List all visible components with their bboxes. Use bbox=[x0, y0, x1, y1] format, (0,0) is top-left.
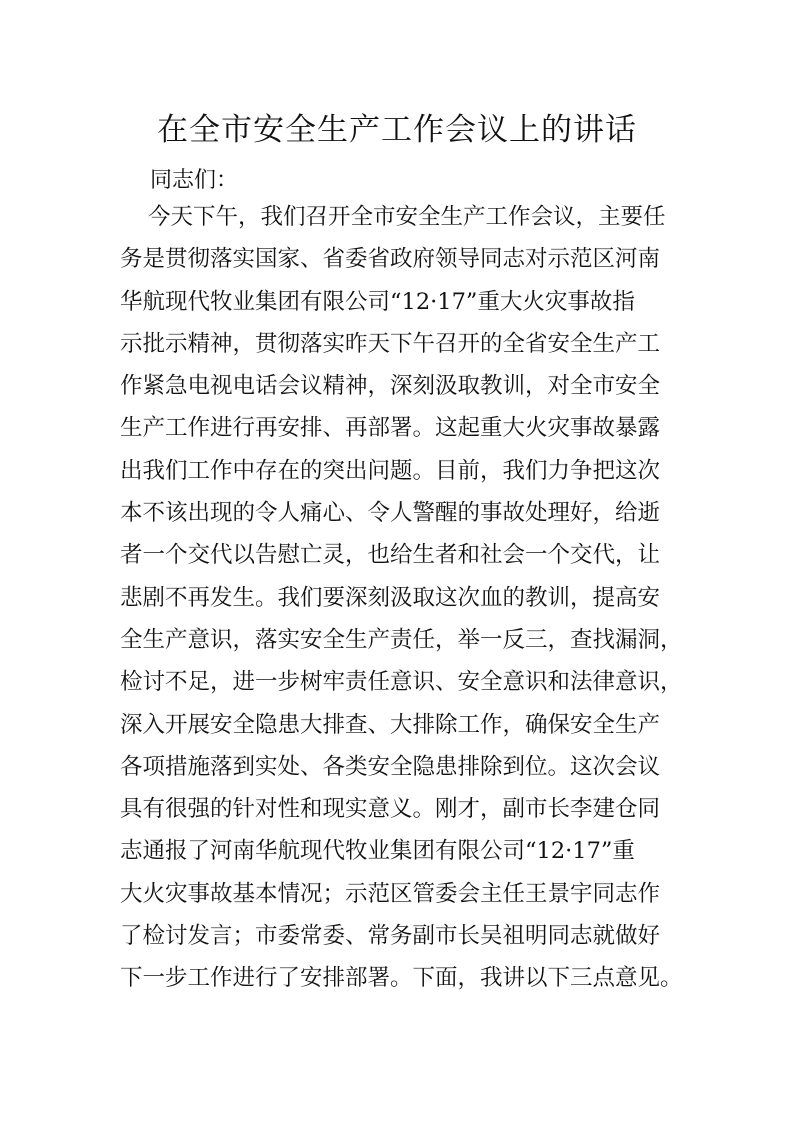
text-line: 检讨不足，进一步树牢责任意识、安全意识和法律意识， bbox=[120, 669, 683, 696]
text-line: 示批示精神，贯彻落实昨天下午召开的全省安全生产工 bbox=[120, 330, 661, 357]
text-line: 全生产意识，落实安全生产责任，举一反三，查找漏洞， bbox=[120, 626, 683, 653]
text-line: 生产工作进行再安排、再部署。这起重大火灾事故暴露 bbox=[120, 415, 661, 442]
text-line: 作紧急电视电话会议精神，深刻汲取教训，对全市安全 bbox=[120, 373, 661, 400]
text-line: 深入开展安全隐患大排查、大排除工作，确保安全生产 bbox=[120, 711, 661, 738]
text-line: 今天下午，我们召开全市安全生产工作会议，主要任 bbox=[148, 204, 666, 230]
text-line: 大火灾事故基本情况；示范区管委会主任王景宇同志作 bbox=[120, 880, 661, 907]
text-line: 具有很强的针对性和现实意义。刚才，副市长李建仓同 bbox=[120, 796, 661, 823]
document-title: 在全市安全生产工作会议上的讲话 bbox=[157, 112, 637, 148]
text-line: 悲剧不再发生。我们要深刻汲取这次血的教训，提高安 bbox=[120, 584, 661, 611]
text-line: 下一步工作进行了安排部署。下面，我讲以下三点意见。 bbox=[120, 965, 683, 992]
text-line: 务是贯彻落实国家、省委省政府领导同志对示范区河南 bbox=[120, 246, 661, 273]
text-line: 出我们工作中存在的突出问题。目前，我们力争把这次 bbox=[120, 457, 661, 484]
body-paragraph bbox=[120, 196, 683, 1000]
text-line: 了检讨发言；市委常委、常务副市长吴祖明同志就做好 bbox=[120, 923, 661, 950]
text-line: 各项措施落到实处、各类安全隐患排除到位。这次会议 bbox=[120, 753, 661, 780]
text-line: 本不该出现的令人痛心、令人警醒的事故处理好，给逝 bbox=[120, 500, 661, 527]
salutation: 同志们： bbox=[150, 168, 239, 193]
text-line: 志通报了河南华航现代牧业集团有限公司“12·17”重 bbox=[120, 838, 635, 865]
text-line: 华航现代牧业集团有限公司“12·17”重大火灾事故指 bbox=[120, 288, 635, 315]
text-line: 者一个交代以告慰亡灵，也给生者和社会一个交代，让 bbox=[120, 542, 661, 569]
